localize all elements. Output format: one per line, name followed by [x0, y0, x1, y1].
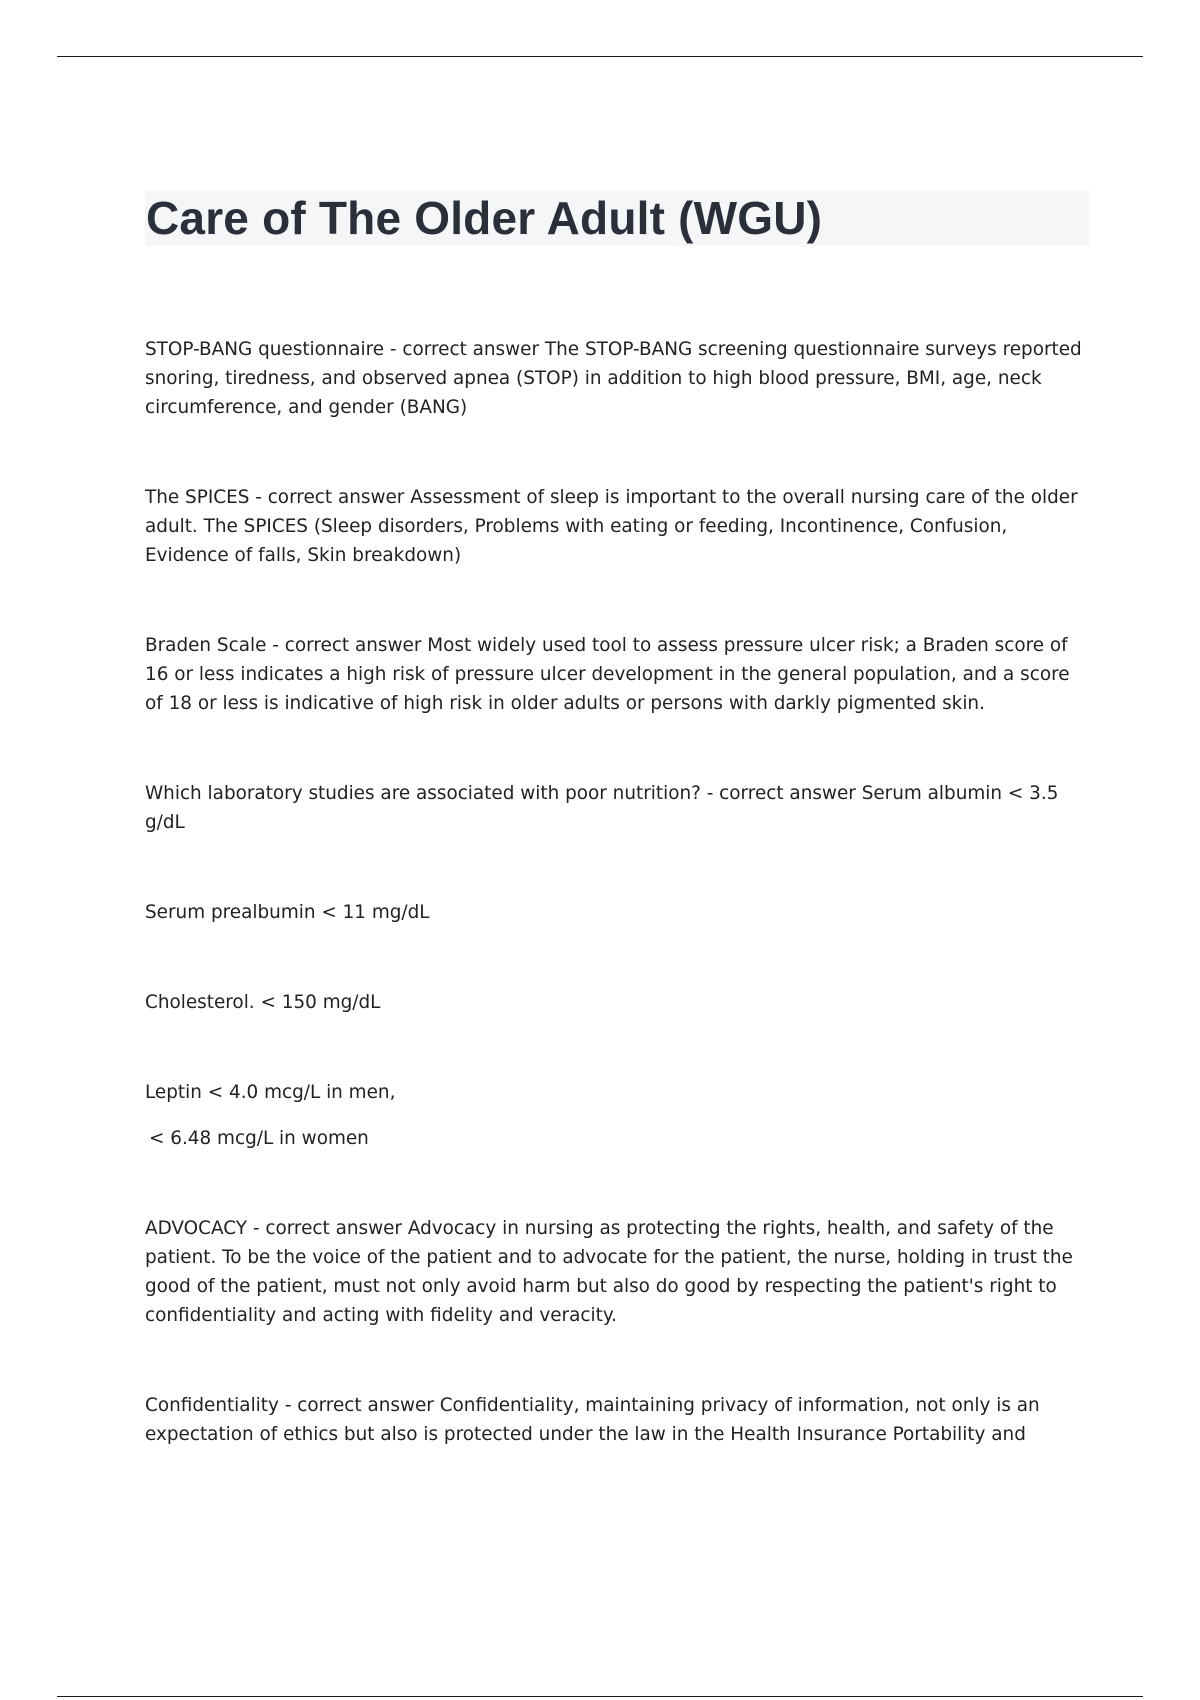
paragraph-prealbumin: Serum prealbumin < 11 mg/dL — [145, 902, 430, 923]
paragraph-leptin-women: < 6.48 mcg/L in women — [149, 1128, 369, 1149]
top-rule — [57, 56, 1143, 57]
document-body — [145, 335, 1090, 1449]
paragraph-stop-bang: STOP-BANG questionnaire - correct answer The STOP-BANG screening questionnaire surveys reported snoring, tiredness, and observed apnea (STOP) in addition to high blood pressure, BMI, age, neck circumference, and gender (BANG) — [145, 339, 1082, 418]
paragraph-cholesterol: Cholesterol. < 150 mg/dL — [145, 992, 381, 1013]
paragraph-spices: The SPICES - correct answer Assessment of sleep is important to the overall nursing care of the older adult. The SPICES (Sleep disorders, Problems with eating or feeding, Incontinence, Confusion, Evidence of falls, Skin breakdown) — [145, 487, 1078, 566]
paragraph-lab-studies: Which laboratory studies are associated with poor nutrition? - correct answer Serum albumin < 3.5 g/dL — [145, 783, 1059, 833]
paragraph-advocacy: ADVOCACY - correct answer Advocacy in nursing as protecting the rights, health, and safety of the patient. To be the voice of the patient and to advocate for the patient, the nurse, holding in trust the good of the patient, must not only avoid harm but also do good by respecting the patient's right to confidentiality and acting with fidelity and veracity. — [145, 1218, 1073, 1326]
paragraph-braden-scale: Braden Scale - correct answer Most widely used tool to assess pressure ulcer risk; a Braden score of 16 or less indicates a high risk of pressure ulcer development in the general population, and a score of 18 or less is indicative of high risk in older adults or persons with darkly pigmented skin. — [145, 635, 1070, 714]
document-title: Care of The Older Adult (WGU) — [146, 192, 823, 244]
bottom-rule — [57, 1696, 1143, 1697]
paragraph-confidentiality: Confidentiality - correct answer Confidentiality, maintaining privacy of information, not only is an expectation of ethics but also is protected under the law in the Health Insurance Portability and — [145, 1395, 1040, 1445]
paragraph-leptin-men: Leptin < 4.0 mcg/L in men, — [145, 1082, 396, 1103]
